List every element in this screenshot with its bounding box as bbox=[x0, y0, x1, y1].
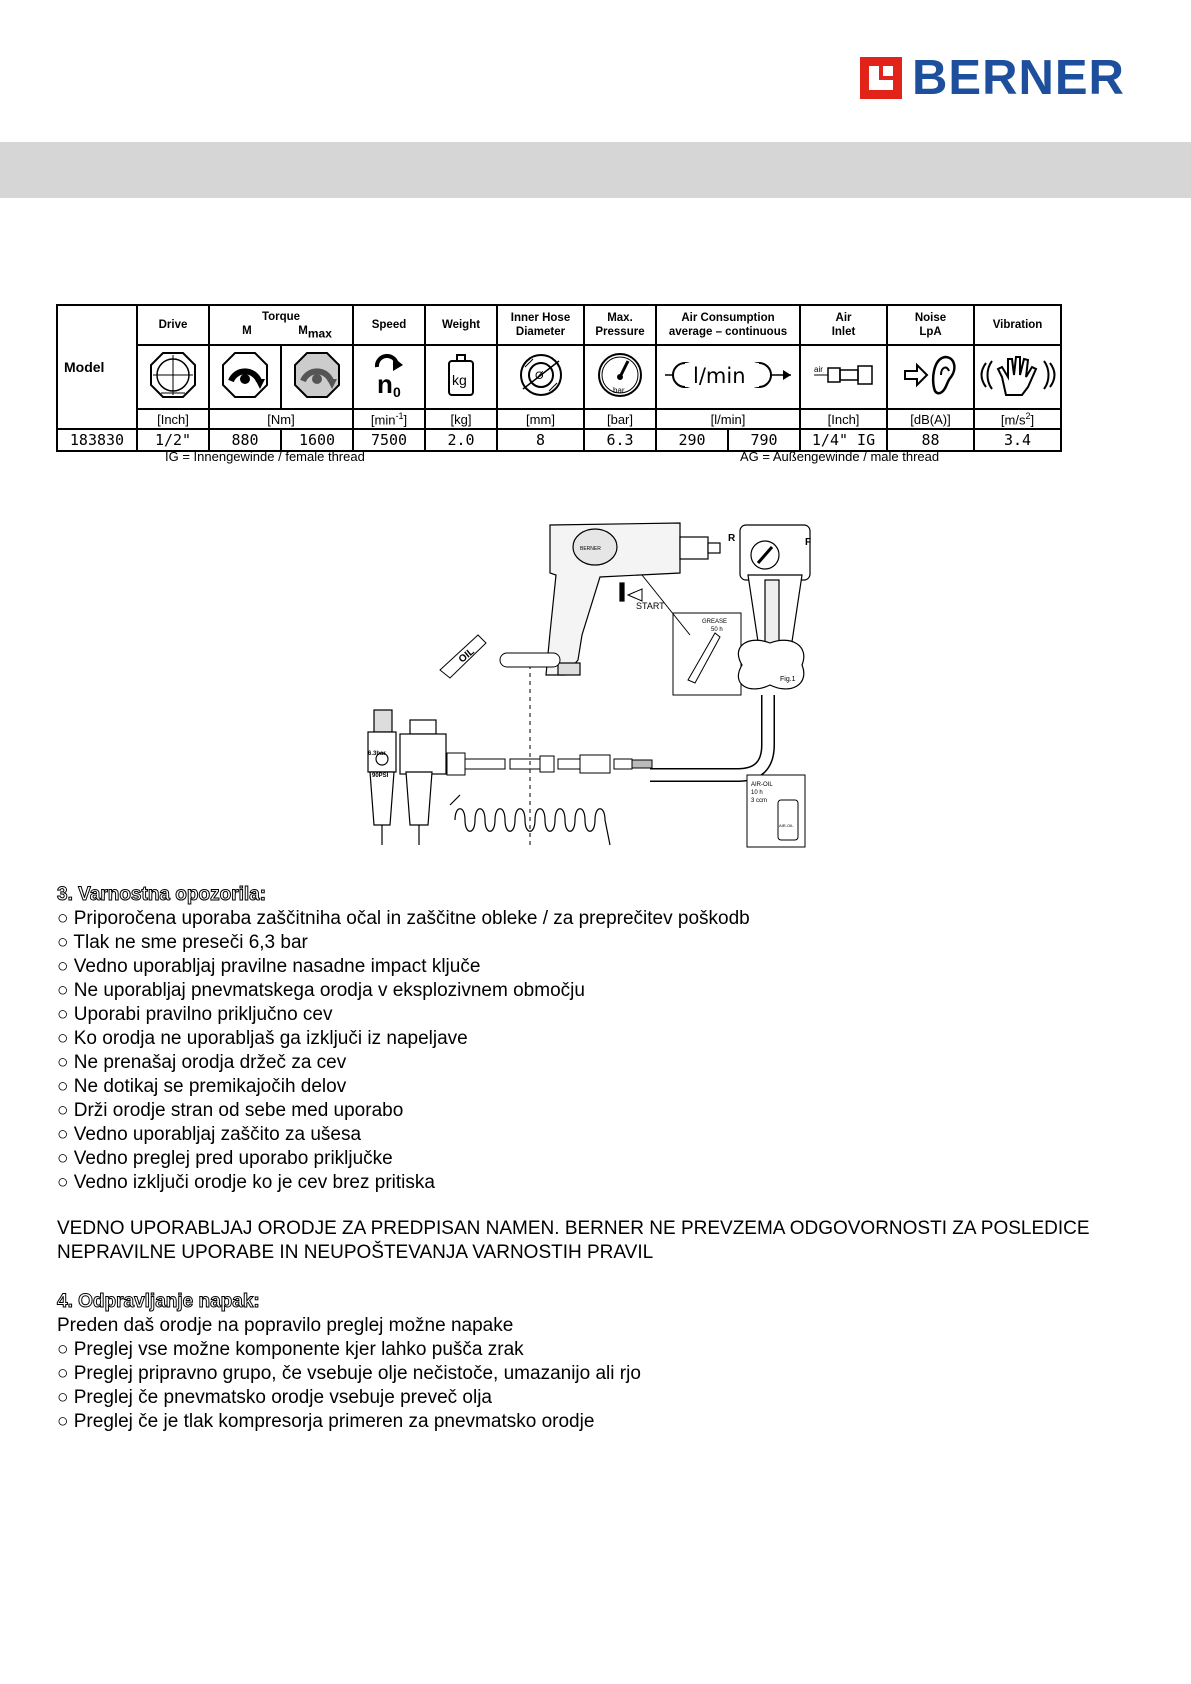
forward-label: F bbox=[805, 537, 812, 548]
berner-logo-mark-icon bbox=[860, 57, 902, 99]
header-drive: Drive bbox=[137, 305, 209, 345]
air-oil-interval: 10 h bbox=[751, 790, 763, 796]
ear-icon bbox=[887, 345, 974, 409]
note-male-thread: AG = Außengewinde / male thread bbox=[740, 449, 940, 464]
coupling-chain bbox=[447, 753, 652, 775]
unit-inlet: [Inch] bbox=[800, 409, 887, 429]
value-model: 183830 bbox=[57, 429, 137, 451]
safety-item: ○ Tlak ne sme preseči 6,3 bar bbox=[57, 932, 308, 953]
safety-item: ○ Ne dotikaj se premikajočih delov bbox=[57, 1076, 347, 1097]
torque-max-icon bbox=[281, 345, 353, 409]
unit-vibration: $[m/s^2]$ bbox=[974, 409, 1061, 429]
air-oil-label: AIR-OIL bbox=[751, 782, 773, 788]
weight-icon bbox=[425, 345, 497, 409]
air-inlet-icon bbox=[800, 345, 887, 409]
unit-torque: [Nm] bbox=[209, 409, 353, 429]
value-torque-mmax: 1600 bbox=[281, 429, 353, 451]
installation-diagram bbox=[350, 515, 820, 850]
speed-icon bbox=[353, 345, 425, 409]
hose-diameter-icon bbox=[497, 345, 584, 409]
safety-item: ○ Ne prenašaj orodja držeč za cev bbox=[57, 1052, 347, 1073]
safety-item: ○ Drži orodje stran od sebe med uporabo bbox=[57, 1100, 404, 1121]
unit-air: [l/min] bbox=[656, 409, 800, 429]
torque-clockwise-icon bbox=[209, 345, 281, 409]
unit-speed: $[\min^{-1}]$ bbox=[353, 409, 425, 429]
svg-text:BERNER: BERNER bbox=[580, 546, 601, 552]
figure-label: Fig.1 bbox=[780, 676, 796, 683]
svg-text:Ø: Ø bbox=[534, 369, 544, 382]
troubleshooting-item: ○ Preglej pripravno grupo, če vsebuje olje nečistoče, umazanijo ali rjo bbox=[57, 1363, 641, 1384]
note-female-thread: IG = Innengewinde / female thread bbox=[165, 449, 365, 464]
header-model: Model bbox=[57, 305, 137, 429]
troubleshooting-item: ○ Preglej vse možne komponente kjer lahko pušča zrak bbox=[57, 1339, 524, 1360]
safety-item: ○ Ko orodja ne uporabljaš ga izključi iz napeljave bbox=[57, 1028, 468, 1049]
warning-text bbox=[57, 1217, 1147, 1265]
safety-item: ○ Vedno preglej pred uporabo priključke bbox=[57, 1148, 393, 1169]
start-label: START bbox=[636, 601, 665, 611]
safety-item: ○ Vedno izključi orodje ko je cev brez pritiska bbox=[57, 1172, 435, 1193]
value-hose: 8 bbox=[497, 429, 584, 451]
svg-text:n: n bbox=[377, 368, 393, 399]
safety-item: ○ Vedno uporabljaj pravilne nasadne impact ključe bbox=[57, 956, 481, 977]
safety-item: ○ Uporabi pravilno priključno cev bbox=[57, 1004, 333, 1025]
safety-item: ○ Ne uporabljaj pnevmatskega orodja v eksplozivnem območju bbox=[57, 980, 585, 1001]
spec-table bbox=[56, 304, 1062, 452]
safety-section bbox=[57, 883, 1137, 1195]
unit-weight: [kg] bbox=[425, 409, 497, 429]
air-oil-amount: 3 ccm bbox=[751, 798, 768, 804]
value-torque-m: 880 bbox=[209, 429, 281, 451]
oil-label: OIL bbox=[456, 646, 477, 666]
header-torque: Torque M $M_{max}$ bbox=[209, 305, 353, 345]
value-noise: 88 bbox=[887, 429, 974, 451]
header-air-consumption: Air Consumption average – continuous bbox=[656, 305, 800, 345]
air-consumption-icon bbox=[656, 345, 800, 409]
value-drive: 1/2" bbox=[137, 429, 209, 451]
value-air-continuous: 790 bbox=[728, 429, 800, 451]
unit-pressure: [bar] bbox=[584, 409, 656, 429]
berner-logo bbox=[860, 51, 1135, 105]
svg-text:l/min: l/min bbox=[693, 363, 746, 388]
header-hose: Inner Hose Diameter bbox=[497, 305, 584, 345]
value-inlet: 1/4" IG bbox=[800, 429, 887, 451]
troubleshooting-title: 4. Odpravljanje napak: bbox=[57, 1291, 260, 1312]
psi-setting: 90PSI bbox=[372, 773, 389, 779]
header-weight: Weight bbox=[425, 305, 497, 345]
wrench-rear-view bbox=[738, 525, 810, 689]
unit-hose: [mm] bbox=[497, 409, 584, 429]
value-air-average: 290 bbox=[656, 429, 728, 451]
svg-text:kg: kg bbox=[452, 371, 467, 388]
air-oil-bottle-label: AIR-OIL bbox=[779, 823, 794, 828]
svg-text:0: 0 bbox=[393, 383, 401, 400]
value-weight: 2.0 bbox=[425, 429, 497, 451]
svg-text:air: air bbox=[813, 364, 823, 374]
reverse-label: R bbox=[728, 533, 736, 544]
grease-interval: 50 h bbox=[711, 627, 723, 633]
troubleshooting-section bbox=[57, 1290, 1137, 1434]
grease-label: GREASE bbox=[702, 619, 728, 625]
header-pressure: Max. Pressure bbox=[584, 305, 656, 345]
value-vibration: 3.4 bbox=[974, 429, 1061, 451]
header-band bbox=[0, 142, 1191, 198]
value-pressure: 6.3 bbox=[584, 429, 656, 451]
safety-item: ○ Priporočena uporaba zaščitniha očal in zaščitne obleke / za preprečitev poškodb bbox=[57, 908, 750, 929]
pressure-gauge-icon bbox=[584, 345, 656, 409]
warning-line: NEPRAVILNE UPORABE IN NEUPOŠTEVANJA VARNOSTIH PRAVIL bbox=[57, 1242, 654, 1263]
safety-item: ○ Vedno uporabljaj zaščito za ušesa bbox=[57, 1124, 362, 1145]
troubleshooting-intro: Preden daš orodje na popravilo preglej možne napake bbox=[57, 1315, 514, 1336]
svg-text:bar: bar bbox=[613, 385, 625, 395]
unit-noise: [dB(A)] bbox=[887, 409, 974, 429]
brand-name: BERNER bbox=[912, 51, 1125, 105]
hand-vibration-icon bbox=[974, 345, 1061, 409]
header-air-inlet: Air Inlet bbox=[800, 305, 887, 345]
troubleshooting-item: ○ Preglej če pnevmatsko orodje vsebuje preveč olja bbox=[57, 1387, 492, 1408]
safety-title: 3. Varnostna opozorila: bbox=[57, 884, 267, 905]
warning-line: VEDNO UPORABLJAJ ORODJE ZA PREDPISAN NAMEN. BERNER NE PREVZEMA ODGOVORNOSTI ZA POSLEDICE bbox=[57, 1218, 1090, 1239]
header-vibration: Vibration bbox=[974, 305, 1061, 345]
troubleshooting-item: ○ Preglej če je tlak kompresorja primeren za pnevmatsko orodje bbox=[57, 1411, 595, 1432]
header-speed: Speed bbox=[353, 305, 425, 345]
square-drive-icon bbox=[137, 345, 209, 409]
value-speed: 7500 bbox=[353, 429, 425, 451]
unit-drive: [Inch] bbox=[137, 409, 209, 429]
pressure-setting: 6.3bar bbox=[368, 751, 386, 757]
header-noise: Noise LpA bbox=[887, 305, 974, 345]
